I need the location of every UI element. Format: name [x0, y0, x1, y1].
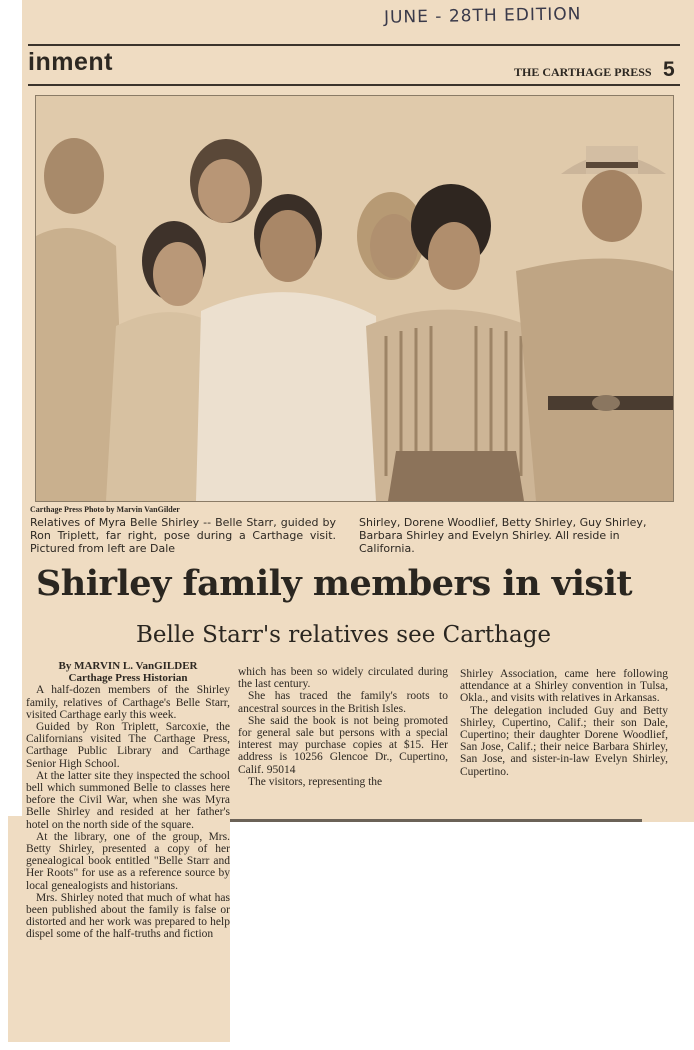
article-column-3 — [460, 668, 668, 778]
paragraph: Guided by Ron Triplett, Sarcoxie, the Californians visited The Carthage Press, Carthage Public Library and Carthage Senior High School. — [26, 721, 230, 770]
group-photo-illustration — [36, 96, 673, 501]
scan-background — [230, 822, 694, 1050]
handwritten-date-note: JUNE - 28TH EDITION — [383, 4, 582, 28]
photo-caption-left: Relatives of Myra Belle Shirley -- Belle Starr, guided by Ron Triplett, far right, pose during a Carthage visit. Pictured from left are Dale — [30, 516, 336, 555]
article-headline: Shirley family members in visit — [36, 563, 633, 604]
article-subheadline: Belle Starr's relatives see Carthage — [136, 622, 552, 648]
page-number: 5 — [663, 58, 675, 81]
paragraph: At the library, one of the group, Mrs. Betty Shirley, presented a copy of her genealogical book entitled "Belle Starr and Her Roots" for use as a reference source by local genealogists and historians. — [26, 830, 230, 892]
paragraph: Mrs. Shirley noted that much of what has been published about the family is false or distorted and her work was prepared to help dispel some of the half-truths and fiction — [26, 891, 230, 941]
article-column-1 — [26, 660, 230, 941]
paper-name: THE CARTHAGE PRESS — [514, 65, 652, 79]
paragraph: The visitors, representing the — [248, 775, 383, 788]
header-bottom-rule — [28, 84, 680, 86]
photo-caption-right: Shirley, Dorene Woodlief, Betty Shirley, Guy Shirley, Barbara Shirley and Evelyn Shirley. All reside in California. — [359, 516, 647, 555]
paragraph: A half-dozen members of the Shirley family, relatives of Carthage's Belle Starr, visited Carthage early this week. — [26, 684, 230, 721]
article-column-2 — [238, 666, 448, 788]
photo-credit: Carthage Press Photo by Marvin VanGilder — [30, 505, 180, 514]
byline-title: Carthage Press Historian — [68, 672, 188, 685]
paragraph: She has traced the family's roots to ancestral sources in the British Isles. — [238, 690, 448, 715]
column-bottom-rule — [230, 819, 642, 822]
paragraph: She said the book is not being promoted for general sale but persons with a special interest may purchase copies at $15. Her address is 10256 Glencoe Dr., Cupertino, Calif. 95014 — [238, 714, 448, 776]
header-top-rule — [28, 44, 680, 46]
byline-author: By MARVIN L. VanGILDER — [58, 660, 198, 672]
paragraph: Shirley Association, came here following attendance at a Shirley convention in Tulsa, Okla., and visits with relatives in Arkansas. — [460, 668, 668, 705]
paragraph: The delegation included Guy and Betty Shirley, Cupertino, Calif.; their son Dale, Cupertino; their daughter Dorene Woodlief, San Jose, Calif.; their neice Barbara Shirley, San Jose, and sister-in-law Evelyn Shirley, Cupertino. — [460, 704, 668, 778]
group-photo — [35, 95, 674, 502]
section-title: inment — [28, 48, 113, 76]
paragraph: At the latter site they inspected the school bell which summoned Belle to classes here before the Civil War, when she was Myra Belle Shirley and resided at her father's hotel on the north side of the square. — [26, 769, 230, 831]
paragraph: which has been so widely circulated during the last century. — [238, 666, 448, 691]
